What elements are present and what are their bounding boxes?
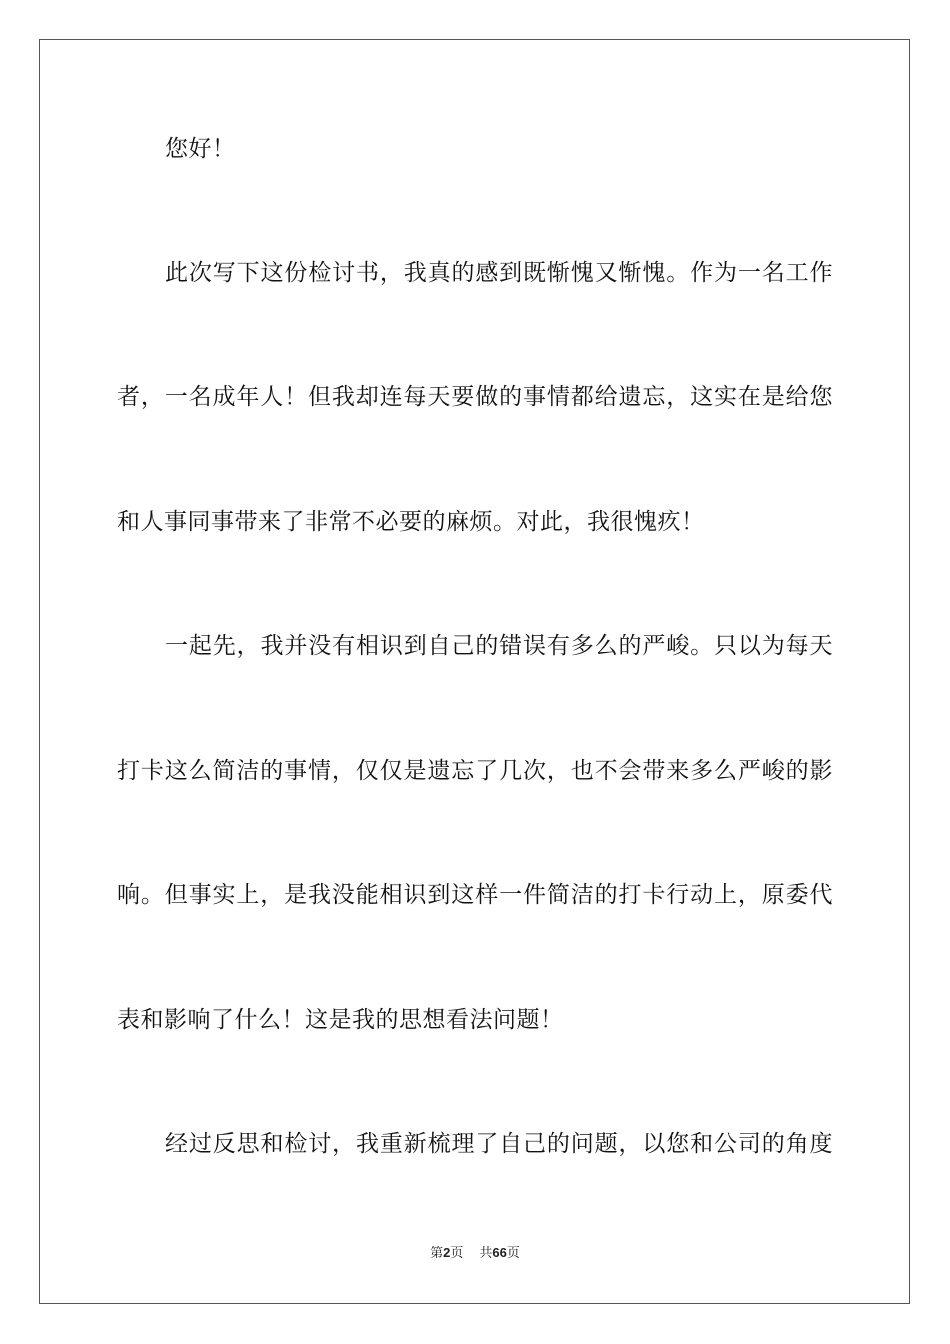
page-prefix: 第: [430, 1246, 444, 1261]
total-suffix: 页: [506, 1246, 520, 1261]
total-pages: 66: [492, 1245, 507, 1260]
paragraph-2-line-4: 表和影响了什么！这是我的思想看法问题！: [117, 1007, 564, 1033]
page-footer: [0, 1244, 950, 1263]
page-border: [39, 39, 910, 1304]
paragraph-3-line-1: 经过反思和检讨，我重新梳理了自己的问题，以您和公司的角度: [165, 1131, 833, 1157]
paragraph-1-line-1: 此次写下这份检讨书，我真的感到既惭愧又惭愧。作为一名工作: [165, 260, 833, 286]
paragraph-1-line-2: 者，一名成年人！但我却连每天要做的事情都给遗忘，这实在是给您: [117, 384, 833, 410]
page-number: 2: [443, 1245, 451, 1260]
paragraph-2-line-2: 打卡这么简洁的事情，仅仅是遗忘了几次，也不会带来多么严峻的影: [117, 758, 833, 784]
page-suffix: 页: [450, 1246, 464, 1261]
greeting-line: 您好！: [165, 136, 236, 162]
paragraph-1-line-3: 和人事同事带来了非常不必要的麻烦。对此，我很愧疚！: [117, 509, 705, 535]
paragraph-2-line-3: 响。但事实上，是我没能相识到这样一件简洁的打卡行动上，原委代: [117, 882, 833, 908]
total-prefix: 共: [479, 1246, 493, 1261]
paragraph-2-line-1: 一起先，我并没有相识到自己的错误有多么的严峻。只以为每天: [165, 633, 833, 659]
